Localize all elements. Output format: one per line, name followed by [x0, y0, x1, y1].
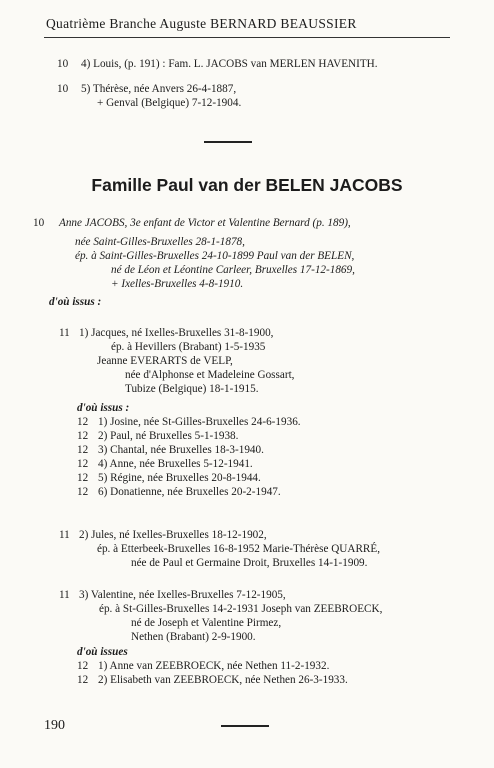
- family-title: Famille Paul van der BELEN JACOBS: [91, 175, 403, 195]
- gen-number: 12: [77, 444, 89, 456]
- gen-number: 10: [57, 83, 69, 95]
- entry-line: + Ixelles-Bruxelles 4-8-1910.: [111, 278, 244, 290]
- gen-number: 12: [77, 430, 89, 442]
- gen-number: 11: [59, 327, 70, 339]
- running-header: Quatrième Branche Auguste BERNARD BEAUSSIER: [46, 16, 357, 31]
- issue-heading: d'où issues: [77, 646, 128, 658]
- entry-line: 5) Régine, née Bruxelles 20-8-1944.: [98, 472, 261, 484]
- entry-line: ép. à St-Gilles-Bruxelles 14-2-1931 Joseph van ZEEBROECK,: [99, 603, 383, 615]
- issue-heading: d'où issus :: [49, 296, 102, 308]
- entry-line: ép. à Etterbeek-Bruxelles 16-8-1952 Marie-Thérèse QUARRÉ,: [97, 543, 381, 555]
- entry-line: né de Joseph et Valentine Pirmez,: [131, 617, 282, 629]
- section-separator: [221, 725, 269, 727]
- gen-number: 10: [57, 58, 69, 70]
- entry-line: ép. à Saint-Gilles-Bruxelles 24-10-1899 Paul van der BELEN,: [75, 250, 355, 262]
- entry-line: 2) Paul, né Bruxelles 5-1-1938.: [98, 430, 239, 442]
- entry-line: 3) Valentine, née Ixelles-Bruxelles 7-12-1905,: [79, 589, 286, 601]
- entry-line: Tubize (Belgique) 18-1-1915.: [125, 383, 259, 395]
- gen-number: 12: [77, 486, 89, 498]
- gen-number: 11: [59, 589, 70, 601]
- entry-line: 5) Thérèse, née Anvers 26-4-1887,: [81, 83, 237, 95]
- entry-line: 4) Louis, (p. 191) : Fam. L. JACOBS van MERLEN HAVENITH.: [81, 58, 378, 70]
- header-rule: [44, 37, 450, 38]
- entry-line: 1) Anne van ZEEBROECK, née Nethen 11-2-1932.: [98, 660, 330, 672]
- page-number: 190: [44, 718, 65, 733]
- entry-line: + Genval (Belgique) 7-12-1904.: [97, 97, 242, 109]
- entry-line: née de Paul et Germaine Droit, Bruxelles 14-1-1909.: [131, 557, 368, 569]
- entry-line: Jeanne EVERARTS de VELP,: [97, 355, 233, 367]
- entry-line: 1) Josine, née St-Gilles-Bruxelles 24-6-1936.: [98, 416, 301, 428]
- entry-line: 2) Jules, né Ixelles-Bruxelles 18-12-1902,: [79, 529, 267, 541]
- gen-number: 12: [77, 674, 89, 686]
- entry-line: né de Léon et Léontine Carleer, Bruxelles 17-12-1869,: [111, 264, 355, 276]
- gen-number: 11: [59, 529, 70, 541]
- entry-line: ép. à Hevillers (Brabant) 1-5-1935: [111, 341, 266, 353]
- entry-line: 2) Elisabeth van ZEEBROECK, née Nethen 26-3-1933.: [98, 674, 348, 686]
- gen-number: 10: [33, 217, 45, 229]
- entry-line: 6) Donatienne, née Bruxelles 20-2-1947.: [98, 486, 281, 498]
- entry-line: Nethen (Brabant) 2-9-1900.: [131, 631, 256, 643]
- gen-number: 12: [77, 416, 89, 428]
- gen-number: 12: [77, 660, 89, 672]
- section-separator: [204, 141, 252, 143]
- entry-line: Anne JACOBS, 3e enfant de Victor et Valentine Bernard (p. 189),: [59, 217, 351, 229]
- gen-number: 12: [77, 472, 89, 484]
- issue-heading: d'où issus :: [77, 402, 130, 414]
- entry-line: 3) Chantal, née Bruxelles 18-3-1940.: [98, 444, 264, 456]
- gen-number: 12: [77, 458, 89, 470]
- entry-line: 4) Anne, née Bruxelles 5-12-1941.: [98, 458, 253, 470]
- entry-line: née d'Alphonse et Madeleine Gossart,: [125, 369, 295, 381]
- entry-line: née Saint-Gilles-Bruxelles 28-1-1878,: [75, 236, 245, 248]
- entry-line: 1) Jacques, né Ixelles-Bruxelles 31-8-1900,: [79, 327, 274, 339]
